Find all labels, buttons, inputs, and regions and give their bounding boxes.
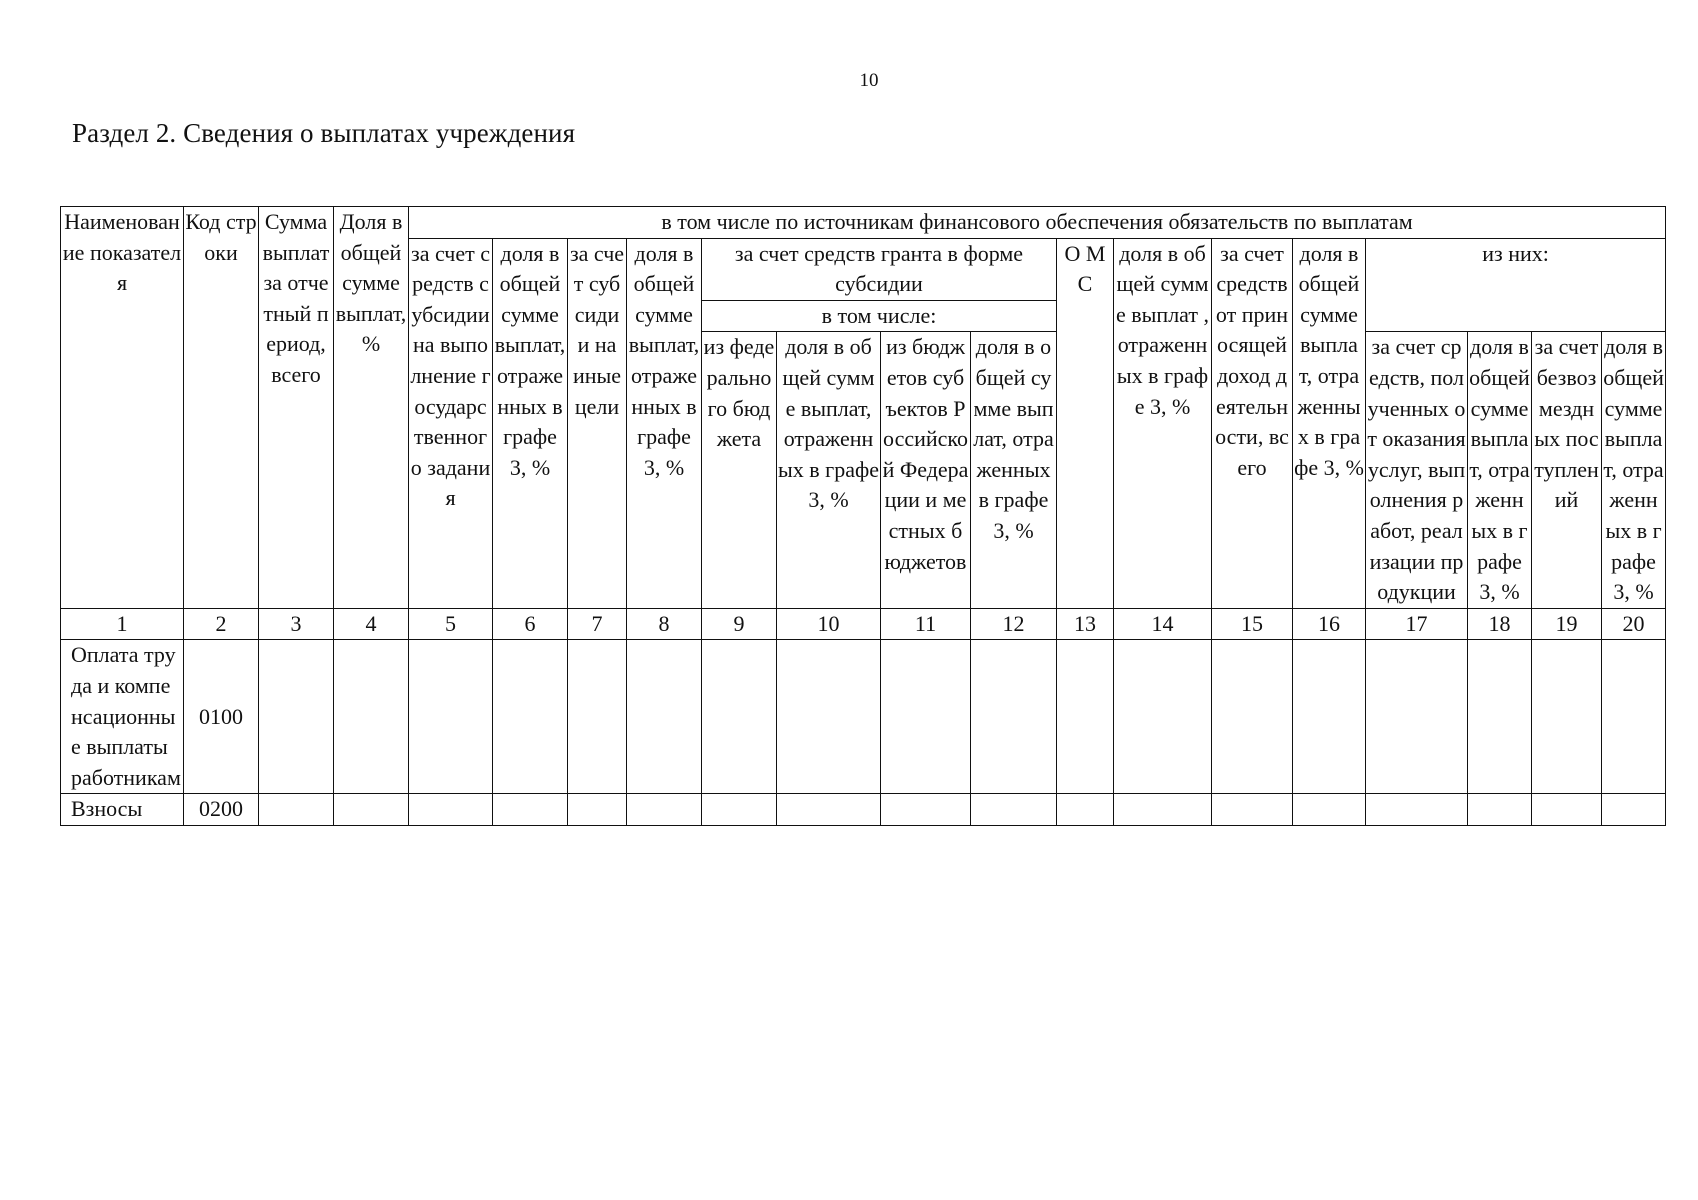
page-number: 10 (859, 70, 879, 91)
data-cell (627, 640, 702, 794)
column-number: 12 (971, 608, 1057, 640)
row-indicator-name: Взносы (61, 794, 184, 826)
data-cell (1366, 640, 1468, 794)
row-line-code: 0200 (184, 794, 259, 826)
data-cell (568, 794, 627, 826)
header-regional-share: доля в общей сумме выплат, отраженных в графе 3, % (971, 332, 1057, 608)
header-by-sources: в том числе по источникам финансового обеспечения обязательств по выплатам (409, 207, 1666, 239)
header-oms-share: доля в общей сумме выплат , отраженных в графе 3, % (1114, 238, 1212, 608)
data-cell (777, 640, 881, 794)
column-number: 15 (1212, 608, 1293, 640)
data-cell (493, 640, 568, 794)
column-number: 16 (1293, 608, 1366, 640)
data-cell (702, 640, 777, 794)
column-number: 17 (1366, 608, 1468, 640)
data-cell (1293, 794, 1366, 826)
data-cell (1114, 640, 1212, 794)
header-oms: О М С (1057, 238, 1114, 608)
header-income-activity: за счет средств от приносящей доход деятельности, всего (1212, 238, 1293, 608)
column-number: 4 (334, 608, 409, 640)
header-other-purposes-share: доля в общей сумме выплат, отраженных в графе 3, % (627, 238, 702, 608)
data-cell (1532, 640, 1602, 794)
header-gratuitous-share: доля в общей сумме выплат, отраженных в графе 3, % (1602, 332, 1666, 608)
column-number: 5 (409, 608, 493, 640)
header-federal-share: доля в общей сумме выплат, отраженных в графе 3, % (777, 332, 881, 608)
data-cell (1212, 640, 1293, 794)
header-other-purposes-subsidy: за счет субсидии на иные цели (568, 238, 627, 608)
data-cell (568, 640, 627, 794)
data-cell (1602, 794, 1666, 826)
header-state-task-subsidy: за счет средств субсидии на выполнение государственного задания (409, 238, 493, 608)
data-cell (627, 794, 702, 826)
data-cell (1602, 640, 1666, 794)
header-share-total: Доля в общей сумме выплат, % (334, 207, 409, 609)
data-cell (1057, 640, 1114, 794)
header-federal-budget: из федерального бюджета (702, 332, 777, 608)
header-indicator-name: Наименование показателя (61, 207, 184, 609)
header-line-code: Код строки (184, 207, 259, 609)
header-services-funds: за счет средств, полученных от оказания услуг, выполнения работ, реализации продукции (1366, 332, 1468, 608)
data-cell (1293, 640, 1366, 794)
column-number: 3 (259, 608, 334, 640)
column-number: 14 (1114, 608, 1212, 640)
table-row (61, 640, 1666, 794)
row-line-code: 0100 (184, 640, 259, 794)
header-services-share: доля в общей сумме выплат, отраженных в графе 3, % (1468, 332, 1532, 608)
header-including: в том числе: (702, 300, 1057, 332)
column-number: 2 (184, 608, 259, 640)
data-cell (971, 640, 1057, 794)
column-number: 13 (1057, 608, 1114, 640)
column-number: 1 (61, 608, 184, 640)
data-cell (409, 794, 493, 826)
row-indicator-name: Оплата труда и компенсационные выплаты работникам (61, 640, 184, 794)
data-cell (971, 794, 1057, 826)
data-cell (259, 640, 334, 794)
data-cell (1468, 640, 1532, 794)
column-number-row (61, 608, 1666, 640)
data-cell (1114, 794, 1212, 826)
table-row (61, 794, 1666, 826)
data-cell (493, 794, 568, 826)
header-regional-budgets: из бюджетов субъектов Российской Федерации и местных бюджетов (881, 332, 971, 608)
column-number: 19 (1532, 608, 1602, 640)
column-number: 11 (881, 608, 971, 640)
data-cell (1532, 794, 1602, 826)
column-number: 9 (702, 608, 777, 640)
column-number: 18 (1468, 608, 1532, 640)
header-income-share: доля в общей сумме выплат, отраженных в графе 3, % (1293, 238, 1366, 608)
payments-table (60, 206, 1666, 826)
header-gratuitous-funds: за счет безвозмездных поступлений (1532, 332, 1602, 608)
data-cell (702, 794, 777, 826)
data-cell (881, 794, 971, 826)
data-cell (1212, 794, 1293, 826)
column-number: 20 (1602, 608, 1666, 640)
data-cell (1366, 794, 1468, 826)
header-total-amount: Сумма выплат за отчетный период, всего (259, 207, 334, 609)
header-of-them: из них: (1366, 238, 1666, 332)
header-grant-subsidy: за счет средств гранта в форме субсидии (702, 238, 1057, 300)
column-number: 7 (568, 608, 627, 640)
column-number: 8 (627, 608, 702, 640)
header-state-task-share: доля в общей сумме выплат, отраженных в графе 3, % (493, 238, 568, 608)
section-title: Раздел 2. Сведения о выплатах учреждения (72, 118, 576, 148)
data-cell (1468, 794, 1532, 826)
data-cell (259, 794, 334, 826)
data-cell (1057, 794, 1114, 826)
column-number: 10 (777, 608, 881, 640)
data-cell (881, 640, 971, 794)
data-cell (334, 794, 409, 826)
data-cell (409, 640, 493, 794)
data-cell (334, 640, 409, 794)
data-cell (777, 794, 881, 826)
column-number: 6 (493, 608, 568, 640)
